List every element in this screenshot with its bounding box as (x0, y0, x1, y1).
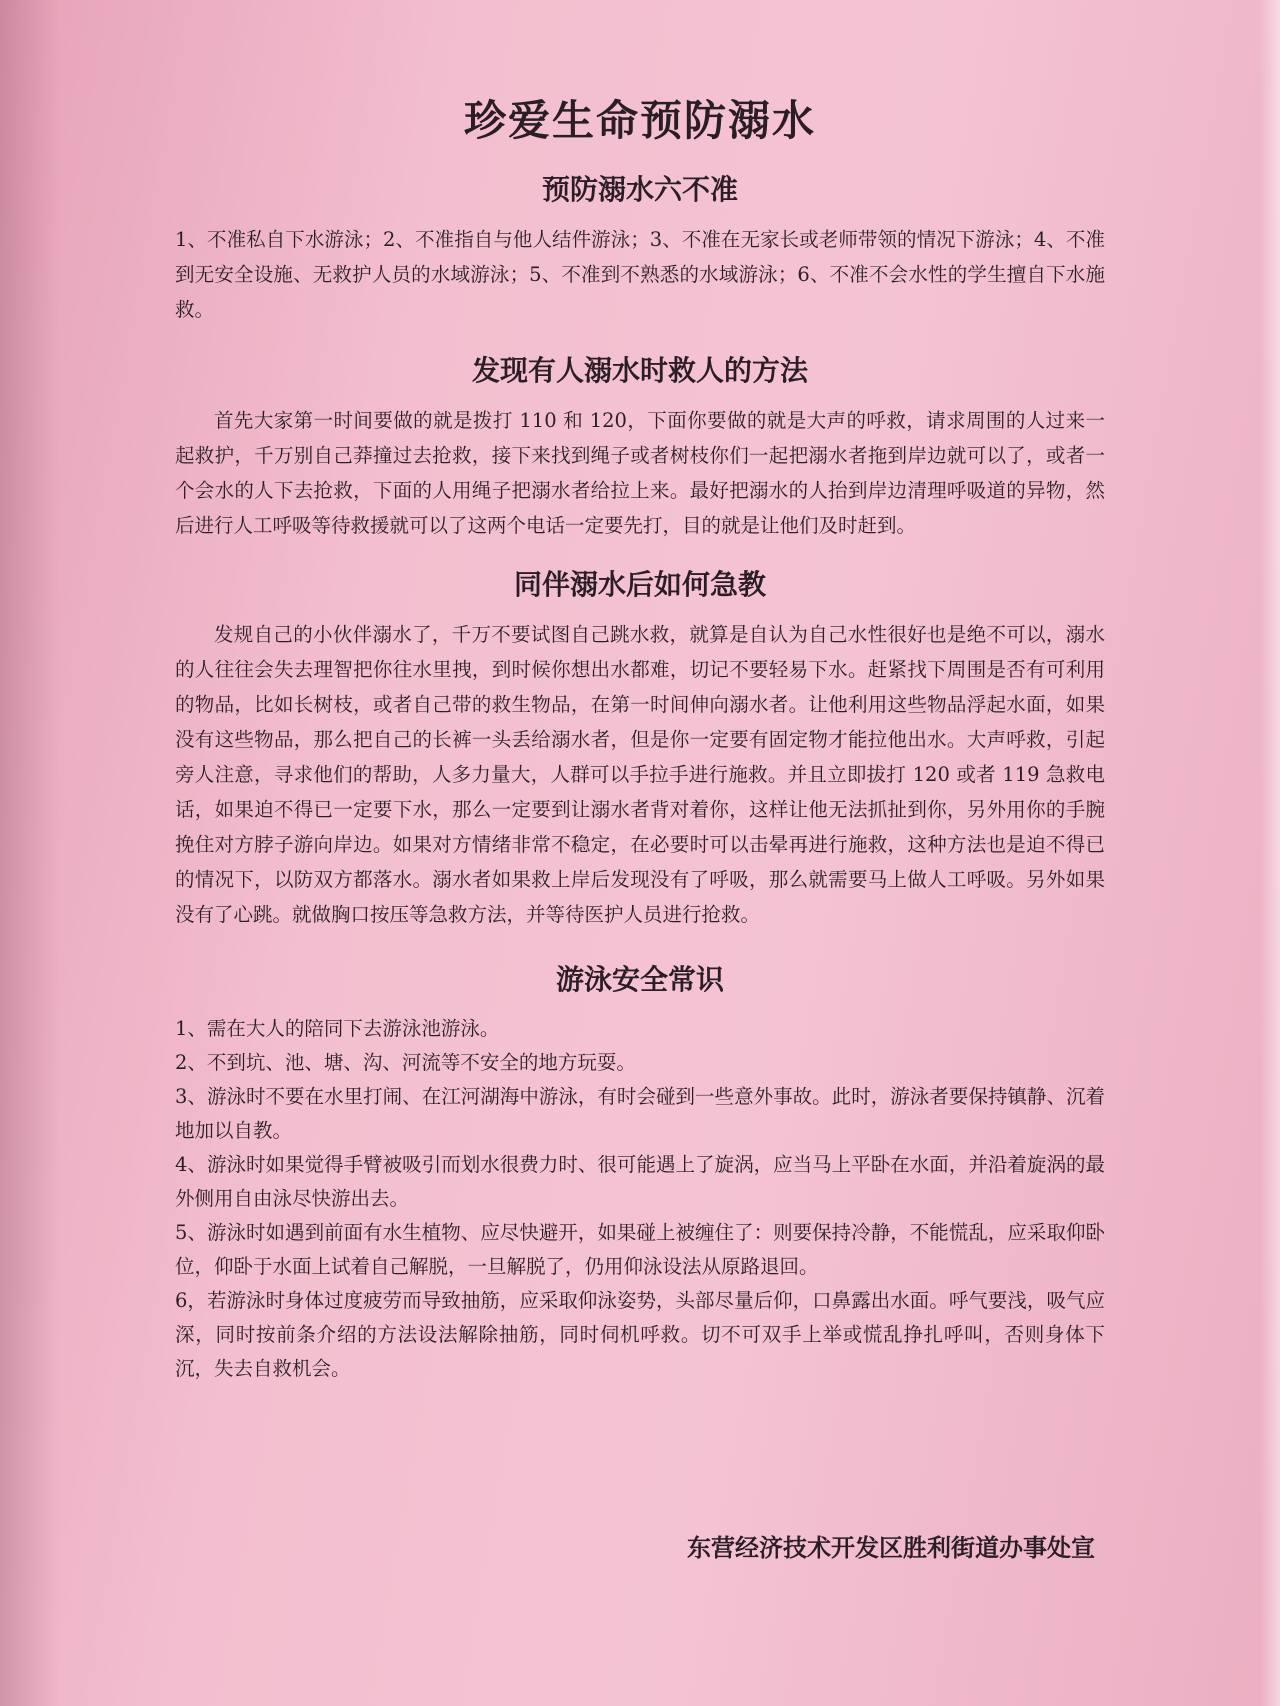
section-title-rescue-method: 发现有人溺水时救人的方法 (471, 354, 808, 387)
swim-safety-item: 5、游泳时如遇到前面有水生植物、应尽快避开，如果碰上被缠住了：则要保持冷静，不能慌乱，应采取仰卧位，仰卧于水面上试着自己解脱，一旦解脱了，仍用仰泳设法从原路退回。 (175, 1221, 1105, 1278)
flyer-title: 珍爱生命预防溺水 (463, 96, 816, 145)
section-title-swim-safety: 游泳安全常识 (555, 963, 724, 996)
swim-safety-item: 4、游泳时如果觉得手臂被吸引而划水很费力时、很可能遇上了旋涡，应当马上平卧在水面，并沿着旋涡的最外侧用自由泳尽快游出去。 (175, 1153, 1105, 1210)
swim-safety-item: 2、不到坑、池、塘、沟、河流等不安全的地方玩耍。 (175, 1051, 636, 1074)
swim-safety-item: 3、游泳时不要在水里打闹、在江河湖海中游泳，有时会碰到一些意外事故。此时，游泳者要保持镇静、沉着地加以自教。 (175, 1085, 1105, 1142)
section-title-six-rules: 预防溺水六不准 (541, 173, 738, 206)
six-rules-text: 1、不准私自下水游泳；2、不准指自与他人结件游泳；3、不准在无家长或老师带领的情况下游泳；4、不准到无安全设施、无救护人员的水域游泳；5、不准到不熟悉的水域游泳；6、不准不会水性的学生擅自下水施救。 (175, 228, 1105, 321)
issuer-signature: 东营经济技术开发区胜利街道办事处宣 (687, 1534, 1095, 1562)
rescue-method-text: 首先大家第一时间要做的就是拨打 110 和 120，下面你要做的就是大声的呼救，请求周围的人过来一起救护，千万别自己莽撞过去抢救，接下来找到绳子或者树枝你们一起把溺水者拖到岸边就可以了，或者一个会水的人下去抢救，下面的人用绳子把溺水者给拉上来。最好把溺水的人抬到岸边清理呼吸道的异物，然后进行人工呼吸等待救援就可以了这两个电话一定要先打，目的就是让他们及时赶到。 (175, 409, 1105, 537)
swim-safety-item: 1、需在大人的陪同下去游泳池游泳。 (175, 1017, 500, 1040)
swim-safety-item: 6，若游泳时身体过度疲劳而导致抽筋，应采取仰泳姿势，头部尽量后仰，口鼻露出水面。呼气要浅，吸气应深，同时按前条介绍的方法设法解除抽筋，同时伺机呼救。切不可双手上举或慌乱挣扎呼叫，否则身体下沉，失去自救机会。 (175, 1289, 1105, 1380)
flyer-content (175, 88, 1105, 1386)
section-title-companion-rescue: 同伴溺水后如何急教 (513, 568, 766, 601)
companion-rescue-text: 发规自己的小伙伴溺水了，千万不要试图自己跳水救，就算是自认为自己水性很好也是绝不可以，溺水的人往往会失去理智把你往水里拽，到时候你想出水都难，切记不要轻易下水。赶紧找下周围是否有可利用的物品，比如长树枝，或者自己带的救生物品，在第一时间伸向溺水者。让他利用这些物品浮起水面，如果没有这些物品，那么把自己的长裤一头丢给溺水者，但是你一定要有固定物才能拉他出水。大声呼救，引起旁人注意，寻求他们的帮助，人多力量大，人群可以手拉手进行施救。并且立即拔打 120 或者 119 急救电话，如果迫不得已一定要下水，那么一定要到让溺水者背对着你，这样让他无法抓扯到你，另外用你的手腕挽住对方脖子游向岸边。如果对方情绪非常不稳定，在必要时可以击晕再进行施救，这种方法也是迫不得已的情况下，以防双方都落水。溺水者如果救上岸后发现没有了呼吸，那么就需要马上做人工呼吸。另外如果没有了心跳。就做胸口按压等急救方法，并等待医护人员进行抢救。 (175, 623, 1105, 926)
